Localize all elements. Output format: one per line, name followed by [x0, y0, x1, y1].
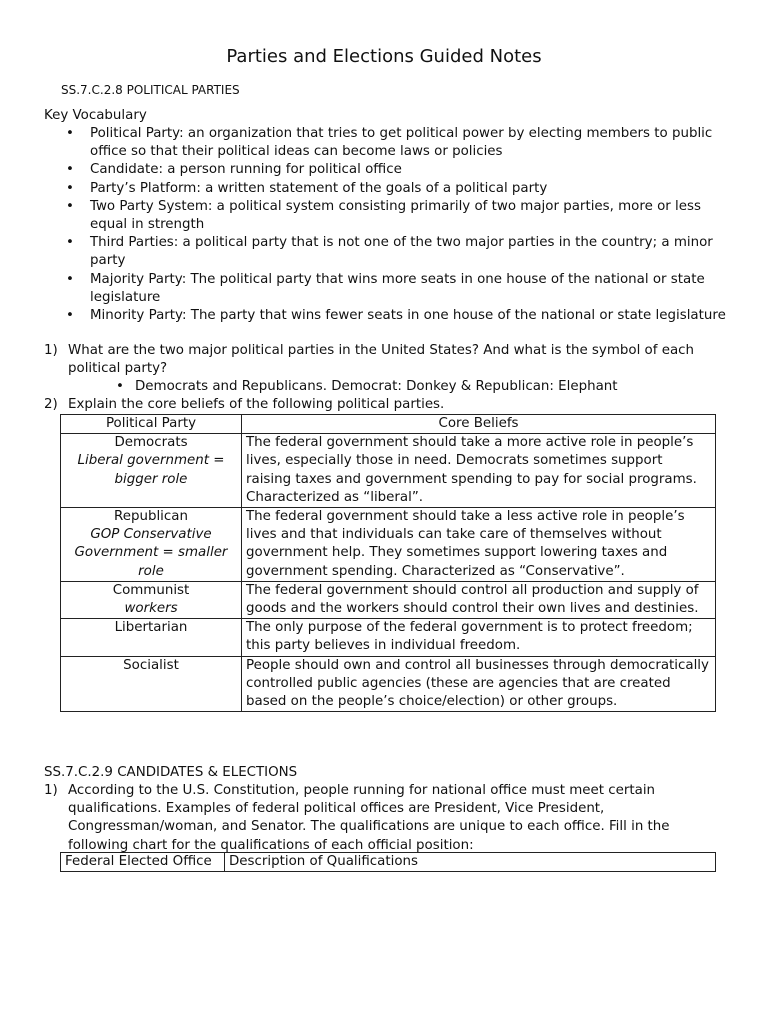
party-name: Democrats	[114, 435, 188, 451]
section-heading-candidates-elections: SS.7.C.2.9 CANDIDATES & ELECTIONS	[44, 765, 298, 780]
section-heading-political-parties: SS.7.C.2.8 POLITICAL PARTIES	[61, 83, 240, 97]
beliefs-cell: The federal government should control all production and supply of goods and the workers should control their own lives and destinies.	[242, 581, 716, 618]
beliefs-cell: The federal government should take a less active role in people’s lives and that individuals can take care of themselves without government help. They sometimes support lowering taxes and government spending. Characterized as “Conservative”.	[242, 508, 716, 582]
key-vocabulary-heading: Key Vocabulary	[44, 108, 147, 123]
table-row	[61, 581, 716, 618]
question-1-answer	[116, 378, 618, 396]
party-note: workers	[124, 601, 178, 617]
offices-table	[60, 852, 716, 872]
table-row	[61, 508, 716, 582]
party-cell	[61, 508, 242, 582]
page-title: Parties and Elections Guided Notes	[226, 46, 542, 67]
table-header-row	[61, 415, 716, 434]
vocab-item: • Minority Party: The party that wins fewer seats in one house of the national or state legislature	[66, 307, 726, 325]
column-header: Description of Qualifications	[225, 853, 716, 872]
question-1	[44, 342, 724, 378]
table-header-row	[61, 853, 716, 872]
question-number: 2)	[44, 397, 58, 412]
question-number: 1)	[44, 783, 58, 798]
column-header: Political Party	[61, 415, 242, 434]
beliefs-cell: The only purpose of the federal government is to protect freedom; this party believes in individual freedom.	[242, 619, 716, 656]
party-name: Libertarian	[114, 620, 188, 636]
party-cell	[61, 656, 242, 712]
party-name: Socialist	[123, 657, 179, 673]
table-row	[61, 656, 716, 712]
beliefs-cell: People should own and control all businesses through democratically controlled public agencies (these are agencies that are created based on the people’s choice/election) or other groups.	[242, 656, 716, 712]
parties-table	[60, 414, 716, 712]
column-header: Federal Elected Office	[61, 853, 225, 872]
question-text: What are the two major political parties in the United States? And what is the symbol of each political party?	[68, 343, 695, 377]
column-header: Core Beliefs	[242, 415, 716, 434]
question-text: According to the U.S. Constitution, people running for national office must meet certain qualifications. Examples of federal political offices are President, Vice President, Congressman/woman, and Senator. The qualifications are unique to each office. Fill in the following chart for the qualifications of each official position:	[68, 783, 670, 853]
party-note: Liberal government = bigger role	[77, 453, 225, 487]
party-cell	[61, 619, 242, 656]
question-3	[44, 782, 724, 855]
party-note: GOP Conservative Government = smaller role	[74, 527, 228, 579]
vocab-item: • Third Parties: a political party that is not one of the two major parties in the country; a minor party	[66, 234, 726, 270]
vocabulary-list	[66, 125, 726, 325]
vocab-item: • Candidate: a person running for political office	[66, 161, 726, 179]
question-number: 1)	[44, 343, 58, 358]
beliefs-cell: The federal government should take a more active role in people’s lives, especially those in need. Democrats sometimes support raising taxes and government spending to pay for social programs. Characterized as “liberal”.	[242, 434, 716, 508]
question-text: Explain the core beliefs of the following political parties.	[68, 397, 445, 412]
table-row	[61, 619, 716, 656]
party-cell	[61, 434, 242, 508]
question-2	[44, 396, 724, 414]
table-row	[61, 434, 716, 508]
vocab-item: • Majority Party: The political party that wins more seats in one house of the national or state legislature	[66, 271, 726, 307]
party-name: Republican	[114, 509, 188, 525]
party-cell	[61, 581, 242, 618]
vocab-item: • Two Party System: a political system consisting primarily of two major parties, more or less equal in strength	[66, 198, 726, 234]
party-name: Communist	[112, 582, 190, 598]
vocab-item: • Political Party: an organization that tries to get political power by electing members to public office so that their political ideas can become laws or policies	[66, 125, 726, 161]
answer-text: Democrats and Republicans. Democrat: Donkey & Republican: Elephant	[135, 379, 618, 394]
vocab-item: • Party’s Platform: a written statement of the goals of a political party	[66, 180, 726, 198]
